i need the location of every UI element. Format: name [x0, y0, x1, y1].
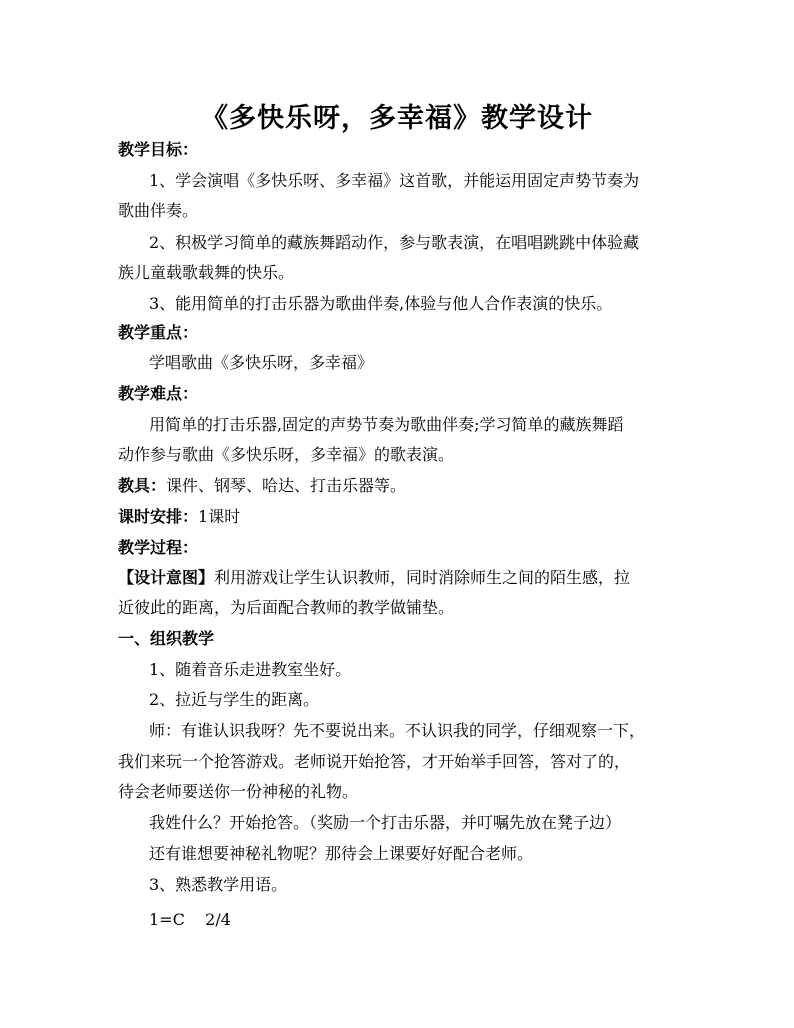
- paragraph-line: 我们来玩一个抢答游戏。老师说开始抢答，才开始举手回答，答对了的，: [118, 752, 631, 771]
- paragraph-line: 用简单的打击乐器,固定的声势节奏为歌曲伴奏;学习简单的藏族舞蹈: [149, 415, 624, 434]
- section-heading-key-points: 教学重点：: [118, 323, 199, 342]
- paragraph-line: 1、学会演唱《多快乐呀、多幸福》这首歌，并能运用固定声势节奏为: [149, 171, 640, 190]
- teaching-aids-label: 教具：: [118, 476, 167, 495]
- class-hours-label: 课时安排：: [118, 507, 199, 526]
- paragraph-line: 1、随着音乐走进教室坐好。: [149, 660, 352, 679]
- design-intent-label: 【设计意图】: [118, 568, 215, 587]
- document-title: 《多快乐呀，多幸福》教学设计: [201, 103, 593, 134]
- paragraph-line: 族儿童载歌载舞的快乐。: [118, 263, 295, 282]
- paragraph-line: 待会老师要送你一份神秘的礼物。: [118, 782, 359, 801]
- paragraph-line: 3、能用简单的打击乐器为歌曲伴奏,体验与他人合作表演的快乐。: [149, 294, 613, 313]
- paragraph-line: 动作参与歌曲《多快乐呀，多幸福》的歌表演。: [118, 445, 455, 464]
- class-hours-line: [118, 507, 240, 527]
- paragraph-line: 2、拉近与学生的距离。: [149, 690, 320, 709]
- teaching-aids-line: [118, 476, 406, 496]
- paragraph-line: 我姓什么？开始抢答。（奖励一个打击乐器，并叮嘱先放在凳子边）: [149, 813, 622, 832]
- section-heading-process: 教学过程：: [118, 538, 199, 557]
- paragraph-line: 3、熟悉教学用语。: [149, 875, 288, 894]
- paragraph-line: 近彼此的距离，为后面配合教师的教学做铺垫。: [118, 598, 455, 617]
- paragraph-line: 2、积极学习简单的藏族舞蹈动作，参与歌表演，在唱唱跳跳中体验藏: [149, 233, 640, 252]
- section-heading-organize: 一、组织教学: [118, 629, 215, 648]
- teaching-aids-value: 课件、钢琴、哈达、打击乐器等。: [166, 476, 407, 495]
- design-intent-text: 利用游戏让学生认识教师，同时消除师生之间的陌生感，拉: [214, 568, 631, 587]
- section-heading-objectives: 教学目标：: [118, 140, 199, 159]
- music-key-signature: 1=C 2/4: [149, 910, 231, 929]
- paragraph-line: 歌曲伴奏。: [118, 201, 199, 220]
- paragraph-line: 师：有谁认识我呀？先不要说出来。不认识我的同学，仔细观察一下，: [149, 721, 646, 740]
- section-heading-difficulties: 教学难点：: [118, 384, 199, 403]
- class-hours-value: 1课时: [198, 507, 241, 526]
- design-intent-line: [118, 568, 630, 588]
- paragraph-line: 还有谁想要神秘礼物呢？那待会上课要好好配合老师。: [149, 844, 534, 863]
- paragraph-line: 学唱歌曲《多快乐呀，多幸福》: [149, 353, 374, 372]
